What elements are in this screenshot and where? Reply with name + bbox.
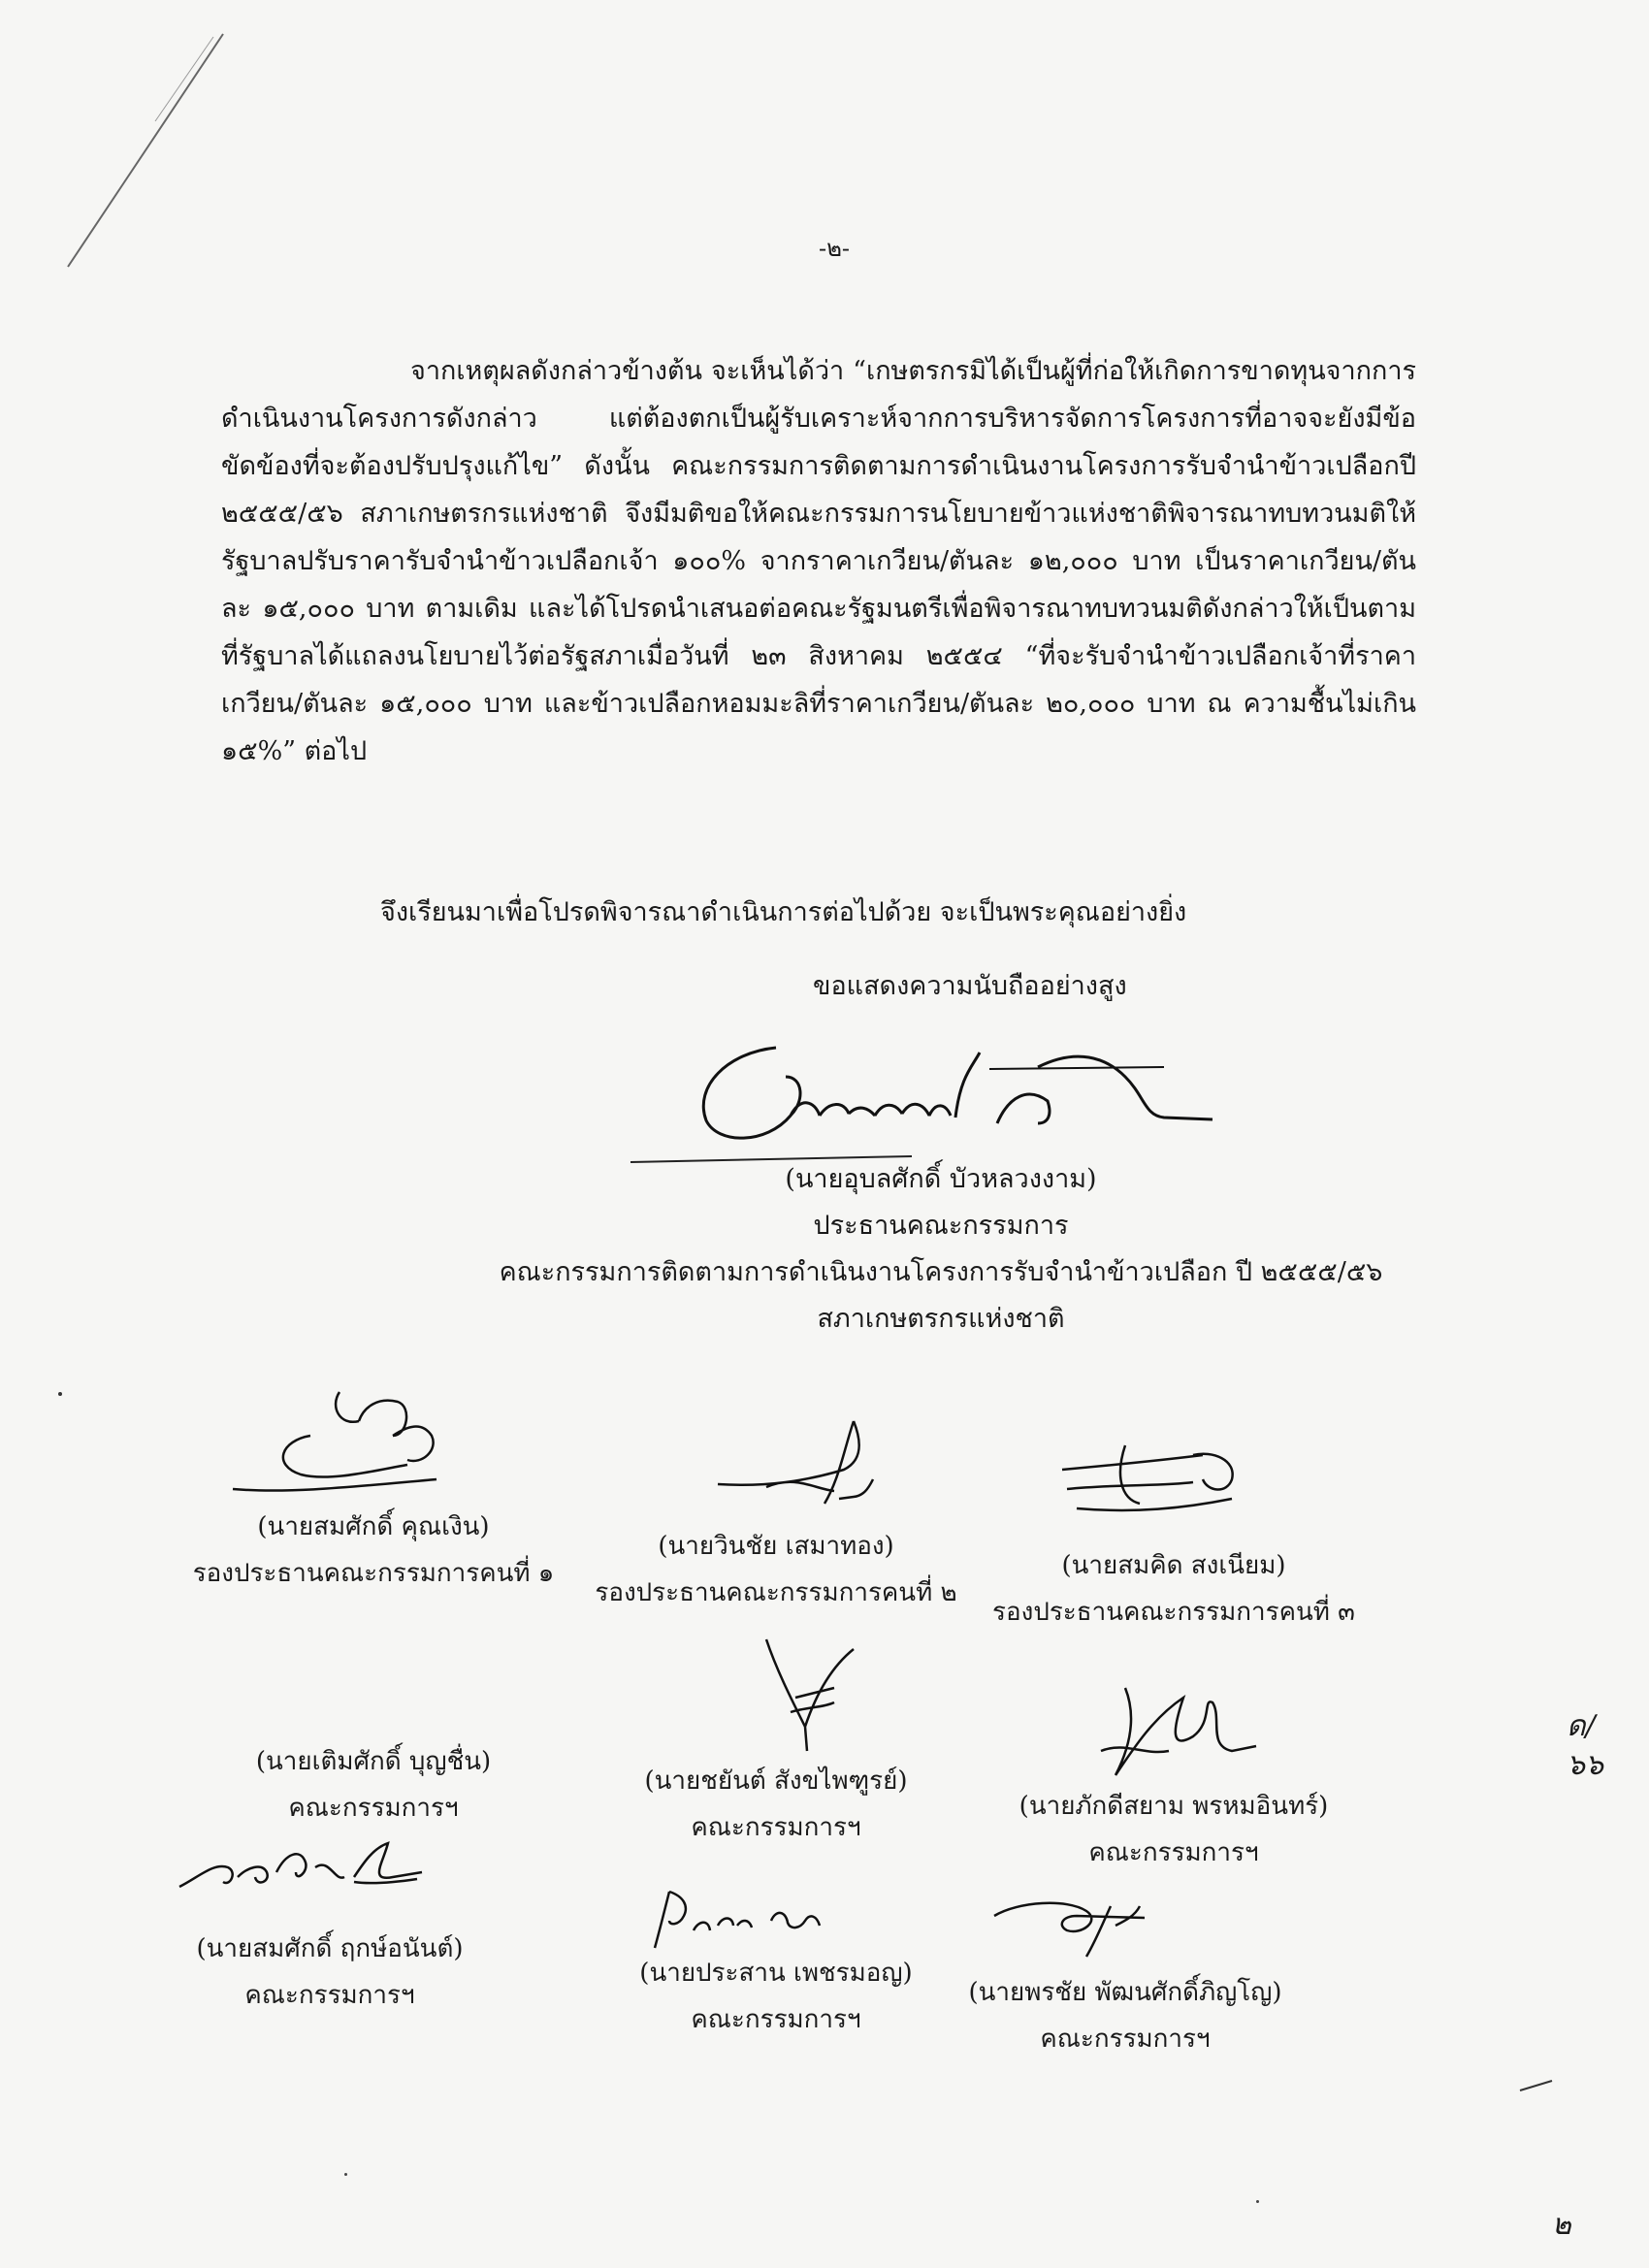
member-9	[912, 1969, 1339, 2062]
member-signature-3	[1048, 1426, 1261, 1533]
member-5	[563, 1758, 989, 1851]
member-name: (นายพรชัย พัฒนศักดิ์ภิญโญ)	[968, 1978, 1282, 2007]
chair-committee: คณะกรรมการติดตามการดำเนินงานโครงการรับจำนำข้าวเปลือก ปี ๒๕๕๕/๕๖	[499, 1257, 1383, 1287]
salutation: ขอแสดงความนับถืออย่างสูง	[813, 971, 1127, 1001]
body-paragraph-text: จากเหตุผลดังกล่าวข้างต้น จะเห็นได้ว่า “เกษตรกรมิได้เป็นผู้ที่ก่อให้เกิดการขาดทุนจากการดำเนินงานโครงการดังกล่าว แต่ต้องตกเป็นผู้รับเคราะห์จากการบริหารจัดการโครงการที่อาจจะยังมีข้อขัดข้องที่จะต้องปรับปรุงแก้ไข” ดังนั้น คณะกรรมการติดตามการดำเนินงานโครงการรับจำนำข้าวเปลือกปี ๒๕๕๕/๕๖ สภาเกษตรกรแห่งชาติ จึงมีมติขอให้คณะกรรมการนโยบายข้าวแห่งชาติพิจารณาทบทวนมติให้รัฐบาลปรับราคารับจำนำข้าวเปลือกเจ้า ๑๐๐% จากราคาเกวียน/ตันละ ๑๒,๐๐๐ บาท เป็นราคาเกวียน/ตันละ ๑๕,๐๐๐ บาท ตามเดิม และได้โปรดนำเสนอต่อคณะรัฐมนตรีเพื่อพิจารณาทบทวนมติดังกล่าวให้เป็นตามที่รัฐบาลได้แถลงนโยบายไว้ต่อรัฐสภาเมื่อวันที่ ๒๓ สิงหาคม ๒๕๕๔ “ที่จะรับจำนำข้าวเปลือกเจ้าที่ราคาเกวียน/ตันละ ๑๕,๐๐๐ บาท และข้าวเปลือกหอมมะลิที่ราคาเกวียน/ตันละ ๒๐,๐๐๐ บาท ณ ความชื้นไม่เกิน ๑๕%” ต่อไป	[221, 356, 1416, 766]
chair-position: ประธานคณะกรรมการ	[813, 1211, 1069, 1241]
member-role: คณะกรรมการฯ	[691, 1813, 861, 1842]
member-signature-9	[980, 1887, 1174, 1964]
member-role: รองประธานคณะกรรมการคนที่ ๓	[992, 1598, 1355, 1627]
member-2	[563, 1523, 989, 1616]
member-1	[160, 1504, 587, 1597]
member-signature-7	[170, 1829, 441, 1916]
chair-organization: สภาเกษตรกรแห่งชาติ	[817, 1304, 1065, 1334]
member-role: รองประธานคณะกรรมการคนที่ ๒	[595, 1578, 957, 1607]
chair-block	[485, 1156, 1397, 1343]
member-role: รองประธานคณะกรรมการคนที่ ๑	[192, 1559, 555, 1588]
member-signature-1	[213, 1377, 466, 1513]
member-name: (นายสมศักดิ์ ฤกษ์อนันต์)	[196, 1934, 464, 1963]
member-signature-6	[1048, 1659, 1261, 1785]
scan-speck	[344, 2173, 347, 2176]
member-name: (นายประสาน เพชรมอญ)	[639, 1959, 913, 1988]
member-signature-2	[708, 1411, 922, 1518]
scan-speck	[58, 1392, 62, 1396]
member-name: (นายชยันต์ สังขไพฑูรย์)	[644, 1766, 908, 1796]
chair-signature	[621, 1009, 1222, 1164]
member-role: คณะกรรมการฯ	[288, 1794, 459, 1823]
chair-name: (นายอุบลศักดิ์ บัวหลวงงาม)	[785, 1164, 1097, 1194]
member-7	[116, 1926, 543, 2019]
body-paragraph	[221, 347, 1416, 775]
scan-speck	[1256, 2200, 1259, 2203]
margin-bottom-initials: ๒	[1552, 2208, 1571, 2242]
member-name: (นายวินชัย เสมาทอง)	[658, 1532, 894, 1561]
member-6	[960, 1783, 1387, 1876]
member-role: คณะกรรมการฯ	[1040, 2025, 1211, 2054]
member-name: (นายภักดีสยาม พรหมอินทร์)	[1018, 1792, 1329, 1821]
member-role: คณะกรรมการฯ	[1088, 1838, 1259, 1867]
member-name: (นายสมคิด สงเนียม)	[1061, 1551, 1286, 1580]
member-name: (นายสมศักดิ์ คุณเงิน)	[257, 1512, 490, 1541]
member-role: คณะกรรมการฯ	[691, 2005, 861, 2034]
member-role: คณะกรรมการฯ	[244, 1981, 415, 2010]
member-3	[960, 1542, 1387, 1636]
member-signature-8	[640, 1872, 873, 1955]
member-4	[160, 1738, 587, 1831]
page-number: -๒-	[818, 235, 851, 262]
margin-initials: ด/ ๖๖	[1567, 1709, 1604, 1782]
scan-edge-line	[1518, 2076, 1557, 2095]
member-name: (นายเติมศักดิ์ บุญชื่น)	[255, 1747, 492, 1776]
closing-line: จึงเรียนมาเพื่อโปรดพิจารณาดำเนินการต่อไปด้วย จะเป็นพระคุณอย่างยิ่ง	[380, 897, 1187, 927]
member-signature-5	[737, 1630, 873, 1756]
